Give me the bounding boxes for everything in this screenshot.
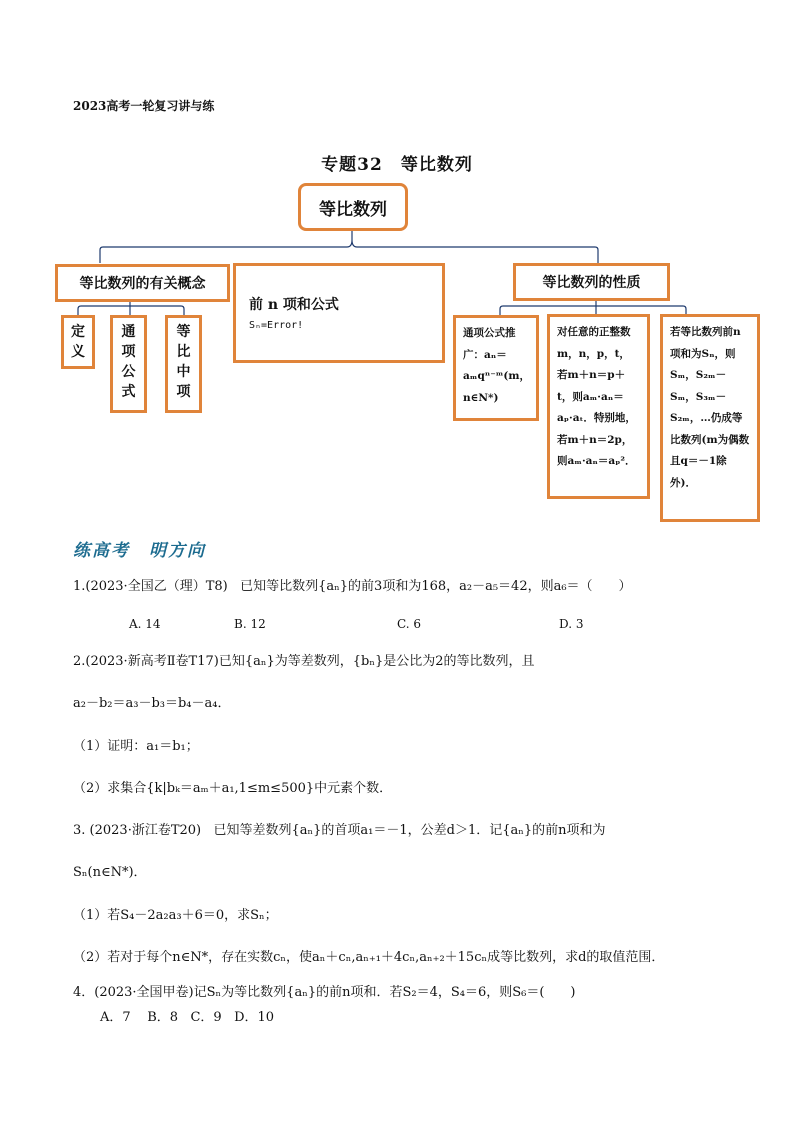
page-title: 专题32 等比数列	[321, 155, 473, 175]
concept-general-term-text: 通项公式	[121, 324, 136, 400]
concept-definition	[61, 315, 95, 369]
sum-formula-label: 前 n 项和公式	[249, 297, 339, 313]
q2-source: 2.(2023·新高考Ⅱ卷T17)	[73, 654, 219, 669]
diagram-root: 等比数列	[298, 183, 408, 231]
q1-choice-d: D. 3	[559, 617, 584, 631]
section-title: 练高考 明方向	[73, 541, 206, 561]
sum-formula-text: Sₙ=Error!	[249, 320, 304, 331]
concepts-node: 等比数列的有关概念	[55, 264, 230, 302]
q1-source: 1.(2023·全国乙（理）T8)	[73, 579, 228, 594]
concept-general-term	[110, 315, 147, 413]
question-3	[73, 821, 606, 841]
q2-part2: （2）求集合{k|bₖ＝aₘ＋a₁,1≤m≤500}中元素个数．	[73, 781, 393, 796]
q3-part2: （2）若对于每个n∈N*，存在实数cₙ，使aₙ＋cₙ,aₙ₊₁＋4cₙ,aₙ₊₂＋15cₙ成等比数列，求d的取值范围．	[73, 950, 665, 965]
property-general-term: 通项公式推广：aₙ＝aₘqⁿ⁻ᵐ(m，n∈N*)	[453, 315, 539, 421]
property-partial-sums: 若等比数列前n项和为Sₙ，则Sₘ，S₂ₘ－Sₘ，S₃ₘ－S₂ₘ，…仍成等比数列(m为偶数且q＝－1除外)．	[660, 314, 760, 522]
concept-geometric-mean	[165, 315, 202, 413]
concept-geometric-mean-text: 等比中项	[176, 324, 191, 400]
doc-header: 2023高考一轮复习讲与练	[73, 99, 215, 113]
q2-stem: 已知{aₙ}为等差数列，{bₙ}是公比为2的等比数列，且	[218, 654, 535, 669]
q4-choice-d: D．10	[234, 1010, 275, 1025]
q4-source: 4．(2023·全国甲卷)	[73, 985, 194, 1000]
q4-stem: 记Sₙ为等比数列{aₙ}的前n项和．若S₂＝4，S₄＝6，则S₆＝( )	[193, 985, 576, 1000]
sum-formula-node	[233, 263, 445, 363]
q4-choice-a: A．7	[100, 1010, 131, 1025]
q1-stem: 已知等比数列{aₙ}的前3项和为168，a₂－a₅＝42，则a₆＝（ ）	[240, 579, 632, 594]
question-4	[73, 983, 576, 1003]
q3-part1: （1）若S₄－2a₂a₃＋6＝0，求Sₙ；	[73, 908, 278, 923]
q2-part1: （1）证明：a₁＝b₁；	[73, 739, 199, 754]
q3-stem: 已知等差数列{aₙ}的首项a₁＝－1，公差d＞1．记{aₙ}的前n项和为	[213, 823, 606, 838]
properties-node: 等比数列的性质	[513, 263, 670, 301]
q1-choice-a: A. 14	[129, 617, 161, 631]
q1-choice-c: C. 6	[397, 617, 422, 631]
q1-choice-b: B. 12	[234, 617, 266, 631]
question-2	[73, 652, 535, 672]
property-index-sum: 对任意的正整数m，n，p，t，若m＋n＝p＋t，则aₘ·aₙ＝aₚ·aₜ．特别地，若m＋n＝2p，则aₘ·aₙ＝aₚ²．	[547, 314, 650, 499]
q3-condition: Sₙ(n∈N*)．	[73, 865, 147, 880]
q3-source: 3. (2023·浙江卷T20)	[73, 823, 202, 838]
q4-choices	[100, 1008, 274, 1028]
concept-definition-text: 定义	[71, 324, 85, 360]
q2-condition: a₂－b₂＝a₃－b₃＝b₄－a₄．	[73, 696, 231, 711]
q4-choice-c: C．9	[190, 1010, 222, 1025]
q4-choice-b: B．8	[147, 1010, 179, 1025]
question-1	[73, 577, 632, 597]
